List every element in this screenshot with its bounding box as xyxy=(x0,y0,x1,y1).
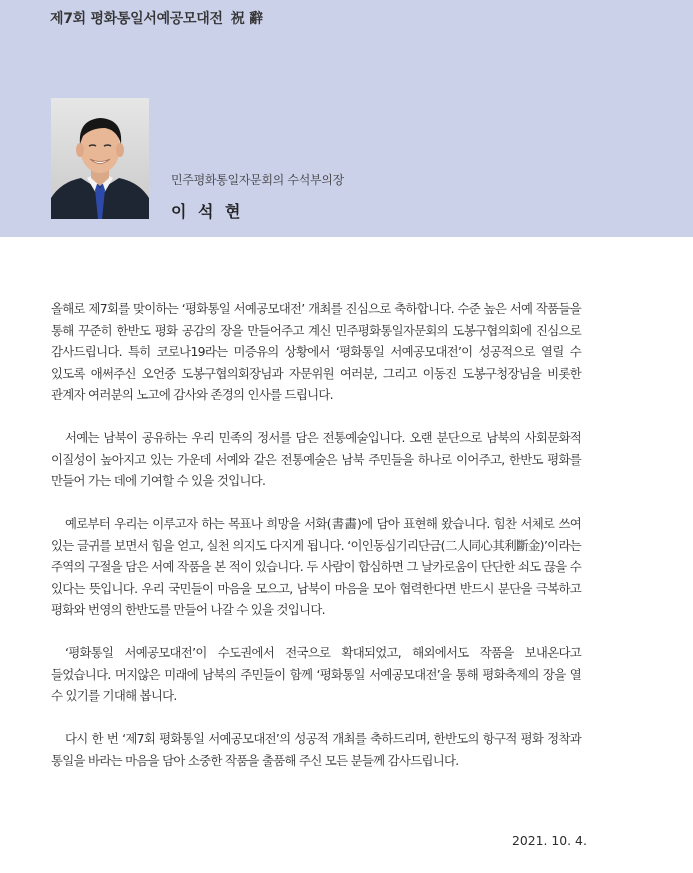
paragraph-1: 올해로 제7회를 맞이하는 ‘평화통일 서예공모대전’ 개최를 진심으로 축하합니다. 수준 높은 서예 작품들을 통해 꾸준히 한반도 평화 공감의 장을 만들어주고 계신 민주평화통일자문회의 도봉구협의회에 진심으로 감사드립니다. 특히 코로나19라는 미증유의 상황에서 ‘평화통일 서예공모대전’이 성공적으로 열릴 수 있도록 애써주신 오언중 도봉구협의회장님과 자문위원 여러분, 그리고 이동진 도봉구청장님을 비롯한 관계자 여러분의 노고에 감사와 존경의 인사를 드립니다. xyxy=(51,301,581,402)
page-title-text: 제7회 평화통일서예공모대전 xyxy=(50,11,223,27)
page-subtitle: 祝 辭 xyxy=(230,11,263,27)
paragraph-3: 예로부터 우리는 이루고자 하는 목표나 희망을 서화(書畵)에 담아 표현해 왔습니다. 힘찬 서체로 쓰여 있는 글귀를 보면서 힘을 얻고, 실천 의지도 다지게 됩니다. ‘이인동심기리단금(二人同心其利斷金)’이라는 주역의 구절을 담은 서예 작품을 본 적이 있습니다. 두 사람이 합심하면 그 날카로움이 단단한 쇠도 끊을 수 있다는 뜻입니다. 우리 국민들이 마음을 모으고, 남북이 마음을 모아 협력한다면 반드시 분단을 극복하고 평화와 번영의 한반도를 만들어 나갈 수 있을 것입니다. xyxy=(51,516,581,617)
paragraph-2: 서예는 남북이 공유하는 우리 민족의 정서를 담은 전통예술입니다. 오랜 분단으로 남북의 사회문화적 이질성이 높아지고 있는 가운데 서예와 같은 전통예술은 남북 주민들을 하나로 이어주고, 한반도 평화를 만들어 가는 데에 기여할 수 있을 것입니다. xyxy=(51,430,581,488)
author-name: 이 석 현 xyxy=(171,202,244,221)
author-portrait xyxy=(51,98,149,219)
author-role: 민주평화통일자문회의 수석부의장 xyxy=(171,173,344,187)
page-title xyxy=(50,8,263,28)
paragraph-4: ‘평화통일 서예공모대전’이 수도권에서 전국으로 확대되었고, 해외에서도 작품을 보내온다고 들었습니다. 머지않은 미래에 남북의 주민들이 함께 ‘평화통일 서예공모대전’을 통해 평화축제의 장을 열 수 있기를 기대해 봅니다. xyxy=(51,645,581,703)
speech-date: 2021. 10. 4. xyxy=(512,833,587,848)
paragraph-5: 다시 한 번 ‘제7회 평화통일 서예공모대전’의 성공적 개최를 축하드리며, 한반도의 항구적 평화 정착과 통일을 바라는 마음을 담아 소중한 작품을 출품해 주신 모든 분들께 감사드립니다. xyxy=(51,731,581,768)
speech-body xyxy=(51,298,581,793)
